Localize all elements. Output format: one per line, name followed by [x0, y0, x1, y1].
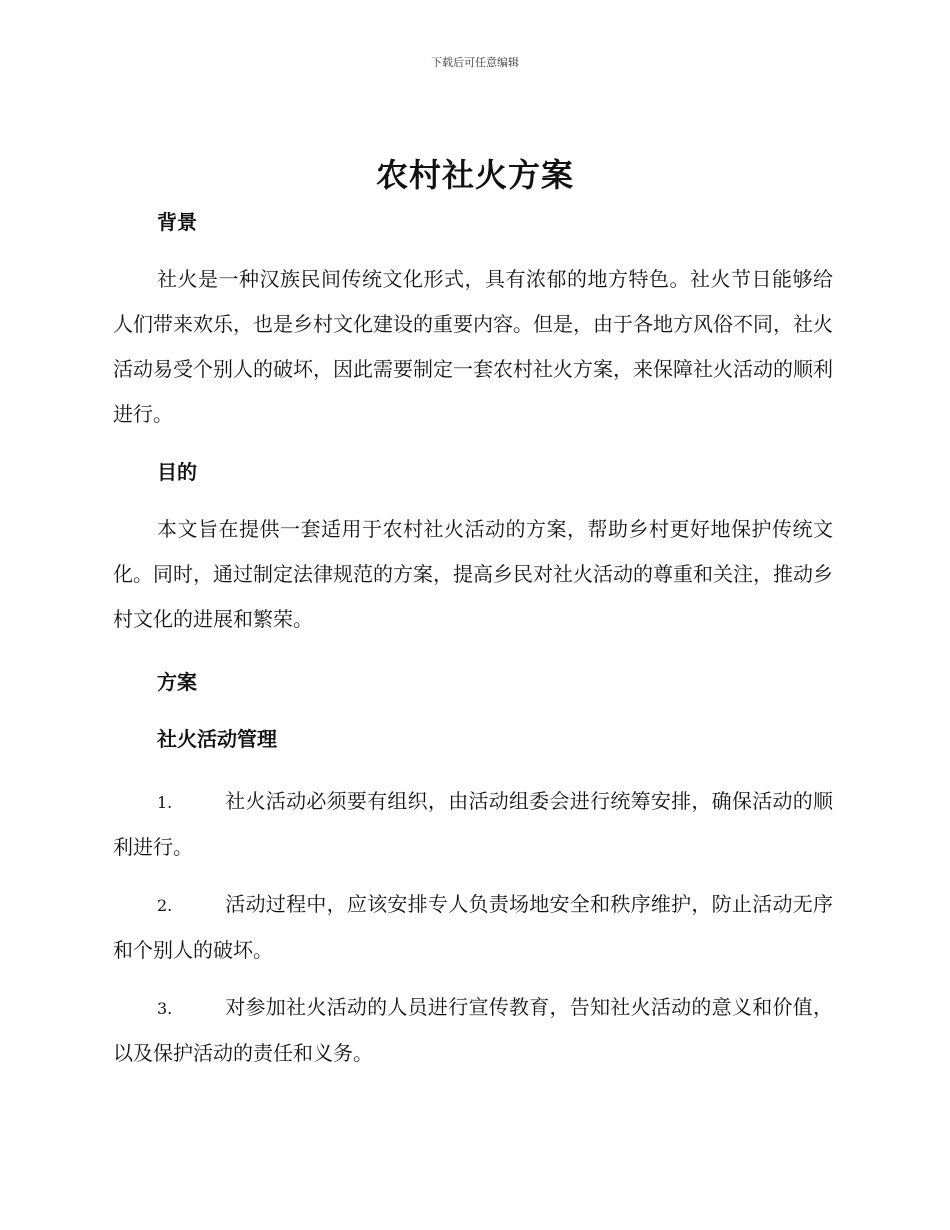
list-item-text: 活动过程中，应该安排专人负责场地安全和秩序维护，防止活动无序和个别人的破坏。	[113, 892, 833, 962]
purpose-heading: 目的	[157, 460, 197, 484]
header-note: 下载后可任意编辑	[431, 56, 519, 69]
list-item-text: 对参加社火活动的人员进行宣传教育，告知社火活动的意义和价值，以及保护活动的责任和义务。	[113, 995, 833, 1065]
document-body	[113, 205, 833, 1076]
background-paragraph: 社火是一种汉族民间传统文化形式，具有浓郁的地方特色。社火节日能够给人们带来欢乐，也是乡村文化建设的重要内容。但是，由于各地方风俗不同，社火活动易受个别人的破坏，因此需要制定一套农村社火方案，来保障社火活动的顺利进行。	[113, 267, 833, 426]
management-list	[113, 779, 833, 1076]
list-item-number: 3.	[157, 999, 173, 1018]
list-item-number: 2.	[157, 896, 173, 915]
background-heading: 背景	[157, 210, 197, 234]
list-item-number: 1.	[157, 793, 173, 812]
list-item	[113, 779, 833, 870]
management-heading: 社火活动管理	[157, 727, 277, 751]
purpose-paragraph: 本文旨在提供一套适用于农村社火活动的方案，帮助乡村更好地保护传统文化。同时，通过制定法律规范的方案，提高乡民对社火活动的尊重和关注，推动乡村文化的进展和繁荣。	[113, 517, 833, 631]
list-item	[113, 882, 833, 973]
list-item	[113, 985, 833, 1076]
document-title: 农村社火方案	[375, 156, 574, 194]
plan-heading: 方案	[157, 670, 197, 694]
list-item-text: 社火活动必须要有组织，由活动组委会进行统筹安排，确保活动的顺利进行。	[113, 789, 833, 859]
